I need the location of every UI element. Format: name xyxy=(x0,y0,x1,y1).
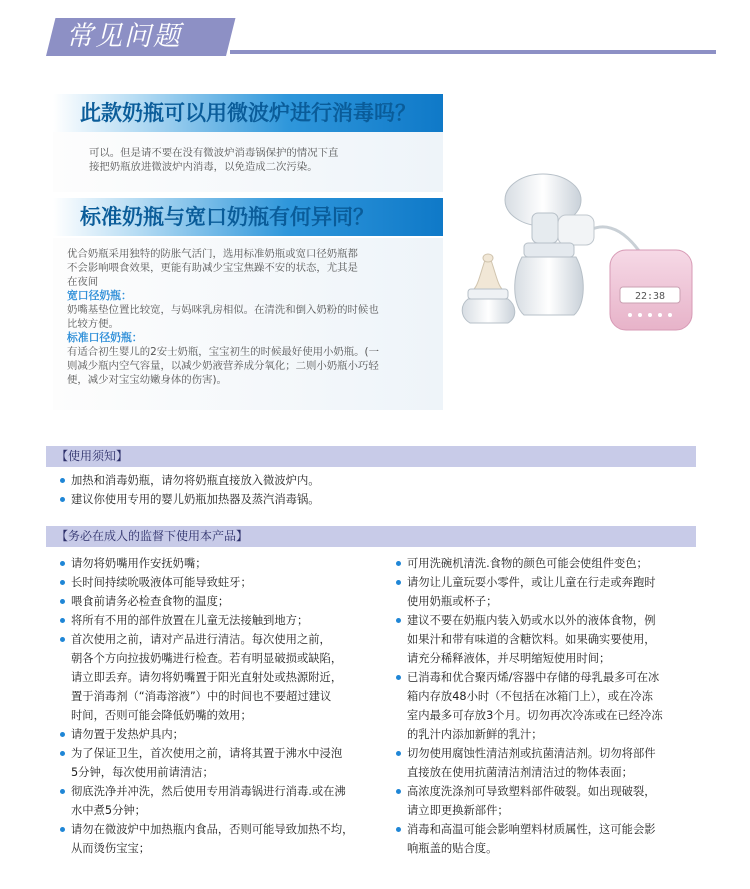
list-item: 建议你使用专用的婴儿奶瓶加热器及蒸汽消毒锅。 xyxy=(60,490,680,509)
standard-bottle-line: 则减少瓶内空气容量，以减少奶液营养成分氧化；二则小奶瓶小巧轻 xyxy=(67,360,379,372)
list-item-line: 长时间持续吮吸液体可能导致蛀牙； xyxy=(71,576,252,589)
list-item-line: 请立即更换新部件； xyxy=(407,804,509,817)
list-item-line: 水中煮5分钟； xyxy=(71,804,146,817)
usage-section-title: 【使用须知】 xyxy=(56,449,129,463)
faq-answer-panel-1 xyxy=(53,132,443,192)
list-item-line: 建议不要在奶瓶内装入奶或水以外的液体食物，例 xyxy=(407,614,656,627)
header-rule xyxy=(230,50,716,54)
list-item-line: 直接放在使用抗菌清洁剂清洁过的物体表面； xyxy=(407,766,633,779)
supervision-section-bar xyxy=(46,526,696,547)
list-item-line: 5分钟，每次使用前请清洁； xyxy=(71,766,214,779)
list-item-line: 请勿在微波炉中加热瓶内食品，否则可能导致加热不均， xyxy=(71,823,354,836)
faq-answer-1-line: 接把奶瓶放进微波炉内消毒，以免造成二次污染。 xyxy=(89,161,318,173)
list-item-line: 可用洗碗机清洗.食物的颜色可能会使组件变色； xyxy=(407,557,648,570)
list-item-line: 响瓶盖的贴合度。 xyxy=(407,842,498,855)
list-item: 加热和消毒奶瓶，请勿将奶瓶直接放入微波炉内。 xyxy=(60,471,680,490)
list-item-line: 将所有不用的部件放置在儿童无法接触到地方； xyxy=(71,614,309,627)
breast-pump-product-image xyxy=(440,165,700,340)
list-item-line: 请勿置于发热炉具内； xyxy=(71,728,184,741)
list-item-line: 时间，否则可能会降低奶嘴的效用； xyxy=(71,709,252,722)
list-item xyxy=(396,668,706,744)
usage-section-bar xyxy=(46,446,696,467)
list-item xyxy=(60,630,390,725)
list-item-line: 喂食前请务必检查食物的温度； xyxy=(71,595,230,608)
list-item xyxy=(396,782,706,820)
standard-bottle-line: 有适合初生婴儿的2安士奶瓶，宝宝初生的时候最好使用小奶瓶。(一 xyxy=(67,346,379,358)
list-item-line: 从而烫伤宝宝； xyxy=(71,842,151,855)
list-item-line: 使用奶瓶或杯子； xyxy=(407,595,498,608)
list-item xyxy=(396,820,706,858)
list-item-line: 首次使用之前，请对产品进行清洁。每次使用之前， xyxy=(71,633,331,646)
pump-display: 22:38 xyxy=(634,291,666,302)
wide-bottle-label: 宽口径奶瓶： xyxy=(67,289,132,302)
list-item-line: 置于消毒剂（“消毒溶液”）中的时间也不要超过建议 xyxy=(71,690,332,703)
list-item-line: 为了保证卫生，首次使用之前，请将其置于沸水中浸泡 xyxy=(71,747,343,760)
list-item-line: 请勿让儿童玩耍小零件，或让儿童在行走或奔跑时 xyxy=(407,576,656,589)
list-item-line: 请充分稀释液体，并尽明缩短使用时间； xyxy=(407,652,611,665)
list-item-line: 的乳汁内添加新鲜的乳汁； xyxy=(407,728,543,741)
list-item-line: 已消毒和优合聚丙烯/容器中存储的母乳最多可在冰 xyxy=(407,671,660,684)
list-item xyxy=(60,820,390,858)
list-item xyxy=(60,725,390,744)
list-item xyxy=(60,744,390,782)
list-item xyxy=(396,573,706,611)
faq-question-2: 标准奶瓶与宽口奶瓶有何异同？ xyxy=(80,205,374,229)
list-item xyxy=(60,782,390,820)
faq-intro-line: 不会影响喂食效果，更能有助减少宝宝焦躁不安的状态，尤其是 xyxy=(67,262,358,274)
list-item-line: 高浓度洗涤剂可导致塑料部件破裂。如出现破裂， xyxy=(407,785,656,798)
list-item-line: 如果汁和带有味道的含糖饮料。如果确实要使用， xyxy=(407,633,656,646)
standard-bottle-line: 便，减少对宝宝幼嫩身体的伤害)。 xyxy=(67,374,227,386)
faq-intro-line: 在夜间 xyxy=(67,276,99,288)
list-item xyxy=(396,744,706,782)
list-item-line: 请勿将奶嘴用作安抚奶嘴； xyxy=(71,557,207,570)
wide-bottle-line: 比较方便。 xyxy=(67,318,119,330)
list-item-line: 彻底洗净并冲洗，然后使用专用消毒锅进行消毒.或在沸 xyxy=(71,785,346,798)
list-item-line: 室内最多可存放3个月。切勿再次冷冻或在已经冷冻 xyxy=(407,709,663,722)
list-item-line: 切勿使用腐蚀性清洁剂或抗菌清洁剂。切勿将部件 xyxy=(407,747,656,760)
wide-bottle-line: 奶嘴基垫位置比较宽，与妈咪乳房相似。在清洗和倒入奶粉的时候也 xyxy=(67,304,379,316)
faq-intro-line: 优合奶瓶采用独特的防胀气活门，选用标准奶瓶或宽口径奶瓶都 xyxy=(67,248,358,260)
list-item xyxy=(396,611,706,668)
page-title: 常见问题 xyxy=(66,21,182,52)
list-item xyxy=(60,592,390,611)
usage-list xyxy=(60,471,680,509)
list-item xyxy=(60,554,390,573)
list-item xyxy=(60,573,390,592)
list-item-line: 朝各个方向拉拔奶嘴进行检查。若有明显破损或缺陷， xyxy=(71,652,343,665)
list-item-line: 消毒和高温可能会影响塑料材质属性，这可能会影 xyxy=(407,823,656,836)
standard-bottle-label: 标准口径奶瓶： xyxy=(67,331,143,344)
faq-question-1: 此款奶瓶可以用微波炉进行消毒吗？ xyxy=(80,101,416,125)
list-item-line: 请立即丢弃。请勿将奶嘴置于阳光直射处或热源附近， xyxy=(71,671,343,684)
list-item-line: 箱内存放48小时（不包括在冰箱门上），或在冷冻 xyxy=(407,690,653,703)
faq-answer-panel-2 xyxy=(53,238,443,410)
supervision-right-list xyxy=(396,554,706,858)
list-item xyxy=(396,554,706,573)
list-item xyxy=(60,611,390,630)
supervision-section-title: 【务必在成人的监督下使用本产品】 xyxy=(56,529,249,543)
supervision-left-list xyxy=(60,554,390,858)
faq-answer-1-line: 可以。但是请不要在没有微波炉消毒锅保护的情况下直 xyxy=(89,147,339,159)
